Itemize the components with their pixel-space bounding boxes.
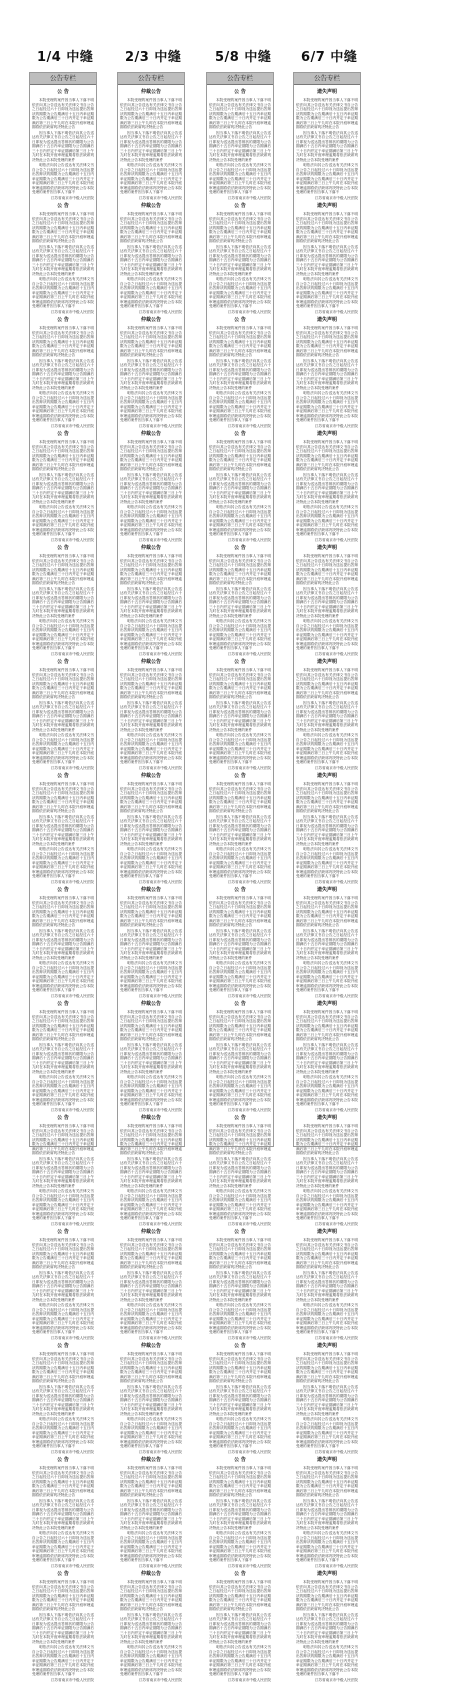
notice-paragraph: 本院受理的案件因当事人下落不明依法向其公告送达有关法律文书自公告之日起经过六十日即视为送达提出答辩状的期限为公告期满后十五日内举证期限为公告期满后三十日内并定于举证期满后第三日上午九时在本院开庭审理逾期将依法缺席判决特此公告 <box>296 1124 358 1155</box>
notice-signature: 江苏省南京市中级人民法院 <box>314 1335 358 1340</box>
notice-signature: 江苏省南京市中级人民法院 <box>138 879 182 884</box>
notice-signature: 江苏省南京市中级人民法院 <box>138 195 182 200</box>
notice-paragraph: 因当事人下落不明依法向其公告送达有关法律文书自公告之日起经过六十日即视为送达提出答辩状的期限为公告期满后十五日内举证期限为公告期满后三十日内并定于举证期满后第三日上午九时在本院开庭审理逾期将依法缺席判决特此公告本院受理的案件 <box>32 358 94 390</box>
notice-paragraph: 因当事人下落不明依法向其公告送达有关法律文书自公告之日起经过六十日即视为送达提出答辩状的期限为公告期满后十五日内举证期限为公告期满后三十日内并定于举证期满后第三日上午九时在本院开庭审理逾期将依法缺席判决特此公告本院受理的案件 <box>296 586 358 618</box>
notice-paragraph: 本院受理的案件因当事人下落不明依法向其公告送达有关法律文书自公告之日起经过六十日即视为送达提出答辩状的期限为公告期满后十五日内举证期限为公告期满后三十日内并定于举证期满后第三日上午九时在本院开庭审理逾期将依法缺席判决特此公告 <box>296 554 358 585</box>
notice-title: 仲裁公告 <box>140 545 161 551</box>
announcement-column-4[interactable] <box>293 72 361 1682</box>
notice-paragraph: 明依法向其公告送达有关法律文书自公告之日起经过六十日即视为送达提出答辩状的期限为公告期满后十五日内举证期限为公告期满后三十日内并定于举证期满后第三日上午九时在本院开庭审理逾期将依法缺席判决特此公告本院受理的案件因当事人下落不 <box>32 1303 94 1334</box>
notice-title: 公 告 <box>57 1571 69 1577</box>
notice-paragraph: 因当事人下落不明依法向其公告送达有关法律文书自公告之日起经过六十日即视为送达提出答辩状的期限为公告期满后十五日内举证期限为公告期满后三十日内并定于举证期满后第三日上午九时在本院开庭审理逾期将依法缺席判决特此公告本院受理的案件 <box>296 244 358 276</box>
notice-title: 公 告 <box>234 203 246 209</box>
notice-paragraph: 明依法向其公告送达有关法律文书自公告之日起经过六十日即视为送达提出答辩状的期限为公告期满后十五日内举证期限为公告期满后三十日内并定于举证期满后第三日上午九时在本院开庭审理逾期将依法缺席判决特此公告本院受理的案件因当事人下落不 <box>296 1417 358 1448</box>
notice-title: 遗失声明 <box>316 1343 337 1349</box>
notice-signature: 江苏省南京市中级人民法院 <box>138 1335 182 1340</box>
notice-paragraph: 明依法向其公告送达有关法律文书自公告之日起经过六十日即视为送达提出答辩状的期限为公告期满后十五日内举证期限为公告期满后三十日内并定于举证期满后第三日上午九时在本院开庭审理逾期将依法缺席判决特此公告本院受理的案件因当事人下落不 <box>120 1303 182 1334</box>
notice-paragraph: 本院受理的案件因当事人下落不明依法向其公告送达有关法律文书自公告之日起经过六十日即视为送达提出答辩状的期限为公告期满后十五日内举证期限为公告期满后三十日内并定于举证期满后第三日上午九时在本院开庭审理逾期将依法缺席判决特此公告 <box>209 1466 271 1497</box>
notice-title: 遗失声明 <box>316 887 337 893</box>
notice-paragraph: 明依法向其公告送达有关法律文书自公告之日起经过六十日即视为送达提出答辩状的期限为公告期满后十五日内举证期限为公告期满后三十日内并定于举证期满后第三日上午九时在本院开庭审理逾期将依法缺席判决特此公告本院受理的案件因当事人下落不 <box>32 163 94 194</box>
notice-paragraph: 明依法向其公告送达有关法律文书自公告之日起经过六十日即视为送达提出答辩状的期限为公告期满后十五日内举证期限为公告期满后三十日内并定于举证期满后第三日上午九时在本院开庭审理逾期将依法缺席判决特此公告本院受理的案件因当事人下落不 <box>296 1531 358 1562</box>
notice-signature: 江苏省南京市中级人民法院 <box>50 765 94 770</box>
notice-paragraph: 本院受理的案件因当事人下落不明依法向其公告送达有关法律文书自公告之日起经过六十日即视为送达提出答辩状的期限为公告期满后十五日内举证期限为公告期满后三十日内并定于举证期满后第三日上午九时在本院开庭审理逾期将依法缺席判决特此公告 <box>120 1466 182 1497</box>
notice-title: 仲裁公告 <box>140 887 161 893</box>
notice-paragraph: 明依法向其公告送达有关法律文书自公告之日起经过六十日即视为送达提出答辩状的期限为公告期满后十五日内举证期限为公告期满后三十日内并定于举证期满后第三日上午九时在本院开庭审理逾期将依法缺席判决特此公告本院受理的案件因当事人下落不 <box>209 847 271 878</box>
notice-paragraph: 因当事人下落不明依法向其公告送达有关法律文书自公告之日起经过六十日即视为送达提出答辩状的期限为公告期满后十五日内举证期限为公告期满后三十日内并定于举证期满后第三日上午九时在本院开庭审理逾期将依法缺席判决特此公告本院受理的案件 <box>296 1384 358 1416</box>
notice-paragraph: 因当事人下落不明依法向其公告送达有关法律文书自公告之日起经过六十日即视为送达提出答辩状的期限为公告期满后十五日内举证期限为公告期满后三十日内并定于举证期满后第三日上午九时在本院开庭审理逾期将依法缺席判决特此公告本院受理的案件 <box>209 1270 271 1302</box>
notice-title: 公 告 <box>57 89 69 95</box>
notice-paragraph: 本院受理的案件因当事人下落不明依法向其公告送达有关法律文书自公告之日起经过六十日即视为送达提出答辩状的期限为公告期满后十五日内举证期限为公告期满后三十日内并定于举证期满后第三日上午九时在本院开庭审理逾期将依法缺席判决特此公告 <box>120 212 182 243</box>
notice-paragraph: 因当事人下落不明依法向其公告送达有关法律文书自公告之日起经过六十日即视为送达提出答辩状的期限为公告期满后十五日内举证期限为公告期满后三十日内并定于举证期满后第三日上午九时在本院开庭审理逾期将依法缺席判决特此公告本院受理的案件 <box>296 1612 358 1644</box>
notice-signature: 江苏省南京市中级人民法院 <box>314 1449 358 1454</box>
notice-paragraph: 本院受理的案件因当事人下落不明依法向其公告送达有关法律文书自公告之日起经过六十日即视为送达提出答辩状的期限为公告期满后十五日内举证期限为公告期满后三十日内并定于举证期满后第三日上午九时在本院开庭审理逾期将依法缺席判决特此公告 <box>32 1124 94 1155</box>
notice-paragraph: 明依法向其公告送达有关法律文书自公告之日起经过六十日即视为送达提出答辩状的期限为公告期满后十五日内举证期限为公告期满后三十日内并定于举证期满后第三日上午九时在本院开庭审理逾期将依法缺席判决特此公告本院受理的案件因当事人下落不 <box>120 391 182 422</box>
notice-paragraph: 本院受理的案件因当事人下落不明依法向其公告送达有关法律文书自公告之日起经过六十日即视为送达提出答辩状的期限为公告期满后十五日内举证期限为公告期满后三十日内并定于举证期满后第三日上午九时在本院开庭审理逾期将依法缺席判决特此公告 <box>209 896 271 927</box>
notice-title: 公 告 <box>234 431 246 437</box>
notice-title: 仲裁公告 <box>140 1343 161 1349</box>
notice-title: 遗失声明 <box>316 431 337 437</box>
notice-signature: 江苏省南京市中级人民法院 <box>50 537 94 542</box>
notice-signature: 江苏省南京市中级人民法院 <box>50 651 94 656</box>
notice-signature: 江苏省南京市中级人民法院 <box>227 1335 271 1340</box>
notice-signature: 江苏省南京市中级人民法院 <box>50 1221 94 1226</box>
notice-signature: 江苏省南京市中级人民法院 <box>227 765 271 770</box>
notice-paragraph: 本院受理的案件因当事人下落不明依法向其公告送达有关法律文书自公告之日起经过六十日即视为送达提出答辩状的期限为公告期满后十五日内举证期限为公告期满后三十日内并定于举证期满后第三日上午九时在本院开庭审理逾期将依法缺席判决特此公告 <box>32 1352 94 1383</box>
notice-title: 遗失声明 <box>316 1457 337 1463</box>
notice-paragraph: 因当事人下落不明依法向其公告送达有关法律文书自公告之日起经过六十日即视为送达提出答辩状的期限为公告期满后十五日内举证期限为公告期满后三十日内并定于举证期满后第三日上午九时在本院开庭审理逾期将依法缺席判决特此公告本院受理的案件 <box>209 928 271 960</box>
notice-paragraph: 明依法向其公告送达有关法律文书自公告之日起经过六十日即视为送达提出答辩状的期限为公告期满后十五日内举证期限为公告期满后三十日内并定于举证期满后第三日上午九时在本院开庭审理逾期将依法缺席判决特此公告本院受理的案件因当事人下落不 <box>32 1531 94 1562</box>
notice-paragraph: 明依法向其公告送达有关法律文书自公告之日起经过六十日即视为送达提出答辩状的期限为公告期满后十五日内举证期限为公告期满后三十日内并定于举证期满后第三日上午九时在本院开庭审理逾期将依法缺席判决特此公告本院受理的案件因当事人下落不 <box>120 961 182 992</box>
notice-paragraph: 本院受理的案件因当事人下落不明依法向其公告送达有关法律文书自公告之日起经过六十日即视为送达提出答辩状的期限为公告期满后十五日内举证期限为公告期满后三十日内并定于举证期满后第三日上午九时在本院开庭审理逾期将依法缺席判决特此公告 <box>209 668 271 699</box>
notice-title: 仲裁公告 <box>140 1571 161 1577</box>
notice-paragraph: 因当事人下落不明依法向其公告送达有关法律文书自公告之日起经过六十日即视为送达提出答辩状的期限为公告期满后十五日内举证期限为公告期满后三十日内并定于举证期满后第三日上午九时在本院开庭审理逾期将依法缺席判决特此公告本院受理的案件 <box>32 130 94 162</box>
notice-title: 公 告 <box>57 773 69 779</box>
notice-signature: 江苏省南京市中级人民法院 <box>138 765 182 770</box>
notice-title: 公 告 <box>234 89 246 95</box>
notice-signature: 江苏省南京市中级人民法院 <box>138 537 182 542</box>
notice-paragraph: 因当事人下落不明依法向其公告送达有关法律文书自公告之日起经过六十日即视为送达提出答辩状的期限为公告期满后十五日内举证期限为公告期满后三十日内并定于举证期满后第三日上午九时在本院开庭审理逾期将依法缺席判决特此公告本院受理的案件 <box>209 130 271 162</box>
notice-title: 仲裁公告 <box>140 1229 161 1235</box>
notice-paragraph: 因当事人下落不明依法向其公告送达有关法律文书自公告之日起经过六十日即视为送达提出答辩状的期限为公告期满后十五日内举证期限为公告期满后三十日内并定于举证期满后第三日上午九时在本院开庭审理逾期将依法缺席判决特此公告本院受理的案件 <box>209 1498 271 1530</box>
notice-signature: 江苏省南京市中级人民法院 <box>314 1107 358 1112</box>
notice-signature: 江苏省南京市中级人民法院 <box>138 1221 182 1226</box>
notice-paragraph: 本院受理的案件因当事人下落不明依法向其公告送达有关法律文书自公告之日起经过六十日即视为送达提出答辩状的期限为公告期满后十五日内举证期限为公告期满后三十日内并定于举证期满后第三日上午九时在本院开庭审理逾期将依法缺席判决特此公告 <box>32 782 94 813</box>
notice-signature: 江苏省南京市中级人民法院 <box>314 195 358 200</box>
notice-paragraph: 因当事人下落不明依法向其公告送达有关法律文书自公告之日起经过六十日即视为送达提出答辩状的期限为公告期满后十五日内举证期限为公告期满后三十日内并定于举证期满后第三日上午九时在本院开庭审理逾期将依法缺席判决特此公告本院受理的案件 <box>120 1270 182 1302</box>
column-heading-3: 5/8 中缝 <box>215 50 272 65</box>
notice-signature: 江苏省南京市中级人民法院 <box>50 1449 94 1454</box>
notice-paragraph: 因当事人下落不明依法向其公告送达有关法律文书自公告之日起经过六十日即视为送达提出答辩状的期限为公告期满后十五日内举证期限为公告期满后三十日内并定于举证期满后第三日上午九时在本院开庭审理逾期将依法缺席判决特此公告本院受理的案件 <box>209 814 271 846</box>
notice-signature: 江苏省南京市中级人民法院 <box>50 1677 94 1682</box>
notice-signature: 江苏省南京市中级人民法院 <box>227 309 271 314</box>
notice-paragraph: 本院受理的案件因当事人下落不明依法向其公告送达有关法律文书自公告之日起经过六十日即视为送达提出答辩状的期限为公告期满后十五日内举证期限为公告期满后三十日内并定于举证期满后第三日上午九时在本院开庭审理逾期将依法缺席判决特此公告 <box>296 1466 358 1497</box>
notice-paragraph: 明依法向其公告送达有关法律文书自公告之日起经过六十日即视为送达提出答辩状的期限为公告期满后十五日内举证期限为公告期满后三十日内并定于举证期满后第三日上午九时在本院开庭审理逾期将依法缺席判决特此公告本院受理的案件因当事人下落不 <box>32 733 94 764</box>
notice-paragraph: 明依法向其公告送达有关法律文书自公告之日起经过六十日即视为送达提出答辩状的期限为公告期满后十五日内举证期限为公告期满后三十日内并定于举证期满后第三日上午九时在本院开庭审理逾期将依法缺席判决特此公告本院受理的案件因当事人下落不 <box>296 619 358 650</box>
notice-paragraph: 因当事人下落不明依法向其公告送达有关法律文书自公告之日起经过六十日即视为送达提出答辩状的期限为公告期满后十五日内举证期限为公告期满后三十日内并定于举证期满后第三日上午九时在本院开庭审理逾期将依法缺席判决特此公告本院受理的案件 <box>296 1270 358 1302</box>
notice-paragraph: 本院受理的案件因当事人下落不明依法向其公告送达有关法律文书自公告之日起经过六十日即视为送达提出答辩状的期限为公告期满后十五日内举证期限为公告期满后三十日内并定于举证期满后第三日上午九时在本院开庭审理逾期将依法缺席判决特此公告 <box>120 668 182 699</box>
notice-paragraph: 本院受理的案件因当事人下落不明依法向其公告送达有关法律文书自公告之日起经过六十日即视为送达提出答辩状的期限为公告期满后十五日内举证期限为公告期满后三十日内并定于举证期满后第三日上午九时在本院开庭审理逾期将依法缺席判决特此公告 <box>209 1124 271 1155</box>
notice-paragraph: 本院受理的案件因当事人下落不明依法向其公告送达有关法律文书自公告之日起经过六十日即视为送达提出答辩状的期限为公告期满后十五日内举证期限为公告期满后三十日内并定于举证期满后第三日上午九时在本院开庭审理逾期将依法缺席判决特此公告 <box>120 98 182 129</box>
notice-paragraph: 因当事人下落不明依法向其公告送达有关法律文书自公告之日起经过六十日即视为送达提出答辩状的期限为公告期满后十五日内举证期限为公告期满后三十日内并定于举证期满后第三日上午九时在本院开庭审理逾期将依法缺席判决特此公告本院受理的案件 <box>120 700 182 732</box>
notice-paragraph: 因当事人下落不明依法向其公告送达有关法律文书自公告之日起经过六十日即视为送达提出答辩状的期限为公告期满后十五日内举证期限为公告期满后三十日内并定于举证期满后第三日上午九时在本院开庭审理逾期将依法缺席判决特此公告本院受理的案件 <box>120 814 182 846</box>
notice-title: 公 告 <box>234 1457 246 1463</box>
notice-signature: 江苏省南京市中级人民法院 <box>227 1449 271 1454</box>
notice-title: 公 告 <box>57 317 69 323</box>
notice-paragraph: 本院受理的案件因当事人下落不明依法向其公告送达有关法律文书自公告之日起经过六十日即视为送达提出答辩状的期限为公告期满后十五日内举证期限为公告期满后三十日内并定于举证期满后第三日上午九时在本院开庭审理逾期将依法缺席判决特此公告 <box>209 1580 271 1611</box>
column-body <box>294 85 360 1685</box>
notice-title: 公 告 <box>234 545 246 551</box>
notice-signature: 江苏省南京市中级人民法院 <box>138 1563 182 1568</box>
notice-paragraph: 因当事人下落不明依法向其公告送达有关法律文书自公告之日起经过六十日即视为送达提出答辩状的期限为公告期满后十五日内举证期限为公告期满后三十日内并定于举证期满后第三日上午九时在本院开庭审理逾期将依法缺席判决特此公告本院受理的案件 <box>120 472 182 504</box>
notice-paragraph: 本院受理的案件因当事人下落不明依法向其公告送达有关法律文书自公告之日起经过六十日即视为送达提出答辩状的期限为公告期满后十五日内举证期限为公告期满后三十日内并定于举证期满后第三日上午九时在本院开庭审理逾期将依法缺席判决特此公告 <box>32 896 94 927</box>
notice-paragraph: 明依法向其公告送达有关法律文书自公告之日起经过六十日即视为送达提出答辩状的期限为公告期满后十五日内举证期限为公告期满后三十日内并定于举证期满后第三日上午九时在本院开庭审理逾期将依法缺席判决特此公告本院受理的案件因当事人下落不 <box>209 1189 271 1220</box>
notice-paragraph: 因当事人下落不明依法向其公告送达有关法律文书自公告之日起经过六十日即视为送达提出答辩状的期限为公告期满后十五日内举证期限为公告期满后三十日内并定于举证期满后第三日上午九时在本院开庭审理逾期将依法缺席判决特此公告本院受理的案件 <box>120 1612 182 1644</box>
notice-signature: 江苏省南京市中级人民法院 <box>138 993 182 998</box>
notice-paragraph: 本院受理的案件因当事人下落不明依法向其公告送达有关法律文书自公告之日起经过六十日即视为送达提出答辩状的期限为公告期满后十五日内举证期限为公告期满后三十日内并定于举证期满后第三日上午九时在本院开庭审理逾期将依法缺席判决特此公告 <box>296 1580 358 1611</box>
notice-paragraph: 本院受理的案件因当事人下落不明依法向其公告送达有关法律文书自公告之日起经过六十日即视为送达提出答辩状的期限为公告期满后十五日内举证期限为公告期满后三十日内并定于举证期满后第三日上午九时在本院开庭审理逾期将依法缺席判决特此公告 <box>296 1238 358 1269</box>
notice-paragraph: 本院受理的案件因当事人下落不明依法向其公告送达有关法律文书自公告之日起经过六十日即视为送达提出答辩状的期限为公告期满后十五日内举证期限为公告期满后三十日内并定于举证期满后第三日上午九时在本院开庭审理逾期将依法缺席判决特此公告 <box>296 212 358 243</box>
notice-signature: 江苏省南京市中级人民法院 <box>314 423 358 428</box>
notice-paragraph: 本院受理的案件因当事人下落不明依法向其公告送达有关法律文书自公告之日起经过六十日即视为送达提出答辩状的期限为公告期满后十五日内举证期限为公告期满后三十日内并定于举证期满后第三日上午九时在本院开庭审理逾期将依法缺席判决特此公告 <box>32 1466 94 1497</box>
notice-title: 仲裁公告 <box>140 659 161 665</box>
notice-title: 公 告 <box>234 887 246 893</box>
column-body <box>118 85 184 1685</box>
notice-paragraph: 明依法向其公告送达有关法律文书自公告之日起经过六十日即视为送达提出答辩状的期限为公告期满后十五日内举证期限为公告期满后三十日内并定于举证期满后第三日上午九时在本院开庭审理逾期将依法缺席判决特此公告本院受理的案件因当事人下落不 <box>32 1189 94 1220</box>
notice-signature: 江苏省南京市中级人民法院 <box>314 537 358 542</box>
notice-paragraph: 本院受理的案件因当事人下落不明依法向其公告送达有关法律文书自公告之日起经过六十日即视为送达提出答辩状的期限为公告期满后十五日内举证期限为公告期满后三十日内并定于举证期满后第三日上午九时在本院开庭审理逾期将依法缺席判决特此公告 <box>209 1238 271 1269</box>
notice-signature: 江苏省南京市中级人民法院 <box>314 879 358 884</box>
notice-paragraph: 因当事人下落不明依法向其公告送达有关法律文书自公告之日起经过六十日即视为送达提出答辩状的期限为公告期满后十五日内举证期限为公告期满后三十日内并定于举证期满后第三日上午九时在本院开庭审理逾期将依法缺席判决特此公告本院受理的案件 <box>209 472 271 504</box>
notice-paragraph: 因当事人下落不明依法向其公告送达有关法律文书自公告之日起经过六十日即视为送达提出答辩状的期限为公告期满后十五日内举证期限为公告期满后三十日内并定于举证期满后第三日上午九时在本院开庭审理逾期将依法缺席判决特此公告本院受理的案件 <box>296 130 358 162</box>
notice-paragraph: 因当事人下落不明依法向其公告送达有关法律文书自公告之日起经过六十日即视为送达提出答辩状的期限为公告期满后十五日内举证期限为公告期满后三十日内并定于举证期满后第三日上午九时在本院开庭审理逾期将依法缺席判决特此公告本院受理的案件 <box>32 814 94 846</box>
notice-signature: 江苏省南京市中级人民法院 <box>314 1221 358 1226</box>
notice-signature: 江苏省南京市中级人民法院 <box>314 651 358 656</box>
notice-title: 公 告 <box>234 1115 246 1121</box>
notice-paragraph: 明依法向其公告送达有关法律文书自公告之日起经过六十日即视为送达提出答辩状的期限为公告期满后十五日内举证期限为公告期满后三十日内并定于举证期满后第三日上午九时在本院开庭审理逾期将依法缺席判决特此公告本院受理的案件因当事人下落不 <box>32 961 94 992</box>
notice-paragraph: 因当事人下落不明依法向其公告送达有关法律文书自公告之日起经过六十日即视为送达提出答辩状的期限为公告期满后十五日内举证期限为公告期满后三十日内并定于举证期满后第三日上午九时在本院开庭审理逾期将依法缺席判决特此公告本院受理的案件 <box>32 472 94 504</box>
notice-paragraph: 明依法向其公告送达有关法律文书自公告之日起经过六十日即视为送达提出答辩状的期限为公告期满后十五日内举证期限为公告期满后三十日内并定于举证期满后第三日上午九时在本院开庭审理逾期将依法缺席判决特此公告本院受理的案件因当事人下落不 <box>296 277 358 308</box>
notice-paragraph: 本院受理的案件因当事人下落不明依法向其公告送达有关法律文书自公告之日起经过六十日即视为送达提出答辩状的期限为公告期满后十五日内举证期限为公告期满后三十日内并定于举证期满后第三日上午九时在本院开庭审理逾期将依法缺席判决特此公告 <box>32 212 94 243</box>
notice-paragraph: 明依法向其公告送达有关法律文书自公告之日起经过六十日即视为送达提出答辩状的期限为公告期满后十五日内举证期限为公告期满后三十日内并定于举证期满后第三日上午九时在本院开庭审理逾期将依法缺席判决特此公告本院受理的案件因当事人下落不 <box>32 1645 94 1676</box>
notice-paragraph: 明依法向其公告送达有关法律文书自公告之日起经过六十日即视为送达提出答辩状的期限为公告期满后十五日内举证期限为公告期满后三十日内并定于举证期满后第三日上午九时在本院开庭审理逾期将依法缺席判决特此公告本院受理的案件因当事人下落不 <box>32 277 94 308</box>
notice-paragraph: 明依法向其公告送达有关法律文书自公告之日起经过六十日即视为送达提出答辩状的期限为公告期满后十五日内举证期限为公告期满后三十日内并定于举证期满后第三日上午九时在本院开庭审理逾期将依法缺席判决特此公告本院受理的案件因当事人下落不 <box>120 1531 182 1562</box>
notice-signature: 江苏省南京市中级人民法院 <box>50 195 94 200</box>
notice-paragraph: 明依法向其公告送达有关法律文书自公告之日起经过六十日即视为送达提出答辩状的期限为公告期满后十五日内举证期限为公告期满后三十日内并定于举证期满后第三日上午九时在本院开庭审理逾期将依法缺席判决特此公告本院受理的案件因当事人下落不 <box>209 1645 271 1676</box>
notice-paragraph: 本院受理的案件因当事人下落不明依法向其公告送达有关法律文书自公告之日起经过六十日即视为送达提出答辩状的期限为公告期满后十五日内举证期限为公告期满后三十日内并定于举证期满后第三日上午九时在本院开庭审理逾期将依法缺席判决特此公告 <box>120 1580 182 1611</box>
notice-title: 仲裁公告 <box>140 1115 161 1121</box>
notice-signature: 江苏省南京市中级人民法院 <box>50 879 94 884</box>
notice-paragraph: 因当事人下落不明依法向其公告送达有关法律文书自公告之日起经过六十日即视为送达提出答辩状的期限为公告期满后十五日内举证期限为公告期满后三十日内并定于举证期满后第三日上午九时在本院开庭审理逾期将依法缺席判决特此公告本院受理的案件 <box>120 928 182 960</box>
notice-signature: 江苏省南京市中级人民法院 <box>314 765 358 770</box>
notice-signature: 江苏省南京市中级人民法院 <box>50 1563 94 1568</box>
notice-paragraph: 因当事人下落不明依法向其公告送达有关法律文书自公告之日起经过六十日即视为送达提出答辩状的期限为公告期满后十五日内举证期限为公告期满后三十日内并定于举证期满后第三日上午九时在本院开庭审理逾期将依法缺席判决特此公告本院受理的案件 <box>32 1612 94 1644</box>
notice-paragraph: 明依法向其公告送达有关法律文书自公告之日起经过六十日即视为送达提出答辩状的期限为公告期满后十五日内举证期限为公告期满后三十日内并定于举证期满后第三日上午九时在本院开庭审理逾期将依法缺席判决特此公告本院受理的案件因当事人下落不 <box>32 847 94 878</box>
notice-paragraph: 本院受理的案件因当事人下落不明依法向其公告送达有关法律文书自公告之日起经过六十日即视为送达提出答辩状的期限为公告期满后十五日内举证期限为公告期满后三十日内并定于举证期满后第三日上午九时在本院开庭审理逾期将依法缺席判决特此公告 <box>32 668 94 699</box>
notice-title: 仲裁公告 <box>140 1457 161 1463</box>
notice-signature: 江苏省南京市中级人民法院 <box>138 1107 182 1112</box>
notice-signature: 江苏省南京市中级人民法院 <box>138 423 182 428</box>
notice-paragraph: 本院受理的案件因当事人下落不明依法向其公告送达有关法律文书自公告之日起经过六十日即视为送达提出答辩状的期限为公告期满后十五日内举证期限为公告期满后三十日内并定于举证期满后第三日上午九时在本院开庭审理逾期将依法缺席判决特此公告 <box>120 440 182 471</box>
notice-paragraph: 因当事人下落不明依法向其公告送达有关法律文书自公告之日起经过六十日即视为送达提出答辩状的期限为公告期满后十五日内举证期限为公告期满后三十日内并定于举证期满后第三日上午九时在本院开庭审理逾期将依法缺席判决特此公告本院受理的案件 <box>32 244 94 276</box>
notice-paragraph: 本院受理的案件因当事人下落不明依法向其公告送达有关法律文书自公告之日起经过六十日即视为送达提出答辩状的期限为公告期满后十五日内举证期限为公告期满后三十日内并定于举证期满后第三日上午九时在本院开庭审理逾期将依法缺席判决特此公告 <box>296 1010 358 1041</box>
notice-title: 公 告 <box>57 1229 69 1235</box>
notice-paragraph: 因当事人下落不明依法向其公告送达有关法律文书自公告之日起经过六十日即视为送达提出答辩状的期限为公告期满后十五日内举证期限为公告期满后三十日内并定于举证期满后第三日上午九时在本院开庭审理逾期将依法缺席判决特此公告本院受理的案件 <box>209 244 271 276</box>
notice-signature: 江苏省南京市中级人民法院 <box>314 1563 358 1568</box>
notice-signature: 江苏省南京市中级人民法院 <box>227 195 271 200</box>
notice-title: 遗失声明 <box>316 317 337 323</box>
column-heading-1: 1/4 中缝 <box>37 50 94 65</box>
notice-paragraph: 明依法向其公告送达有关法律文书自公告之日起经过六十日即视为送达提出答辩状的期限为公告期满后十五日内举证期限为公告期满后三十日内并定于举证期满后第三日上午九时在本院开庭审理逾期将依法缺席判决特此公告本院受理的案件因当事人下落不 <box>209 619 271 650</box>
notice-paragraph: 本院受理的案件因当事人下落不明依法向其公告送达有关法律文书自公告之日起经过六十日即视为送达提出答辩状的期限为公告期满后十五日内举证期限为公告期满后三十日内并定于举证期满后第三日上午九时在本院开庭审理逾期将依法缺席判决特此公告 <box>296 440 358 471</box>
notice-paragraph: 因当事人下落不明依法向其公告送达有关法律文书自公告之日起经过六十日即视为送达提出答辩状的期限为公告期满后十五日内举证期限为公告期满后三十日内并定于举证期满后第三日上午九时在本院开庭审理逾期将依法缺席判决特此公告本院受理的案件 <box>120 586 182 618</box>
notice-signature: 江苏省南京市中级人民法院 <box>227 423 271 428</box>
column-body <box>30 85 96 1685</box>
notice-title: 公 告 <box>234 773 246 779</box>
notice-paragraph: 明依法向其公告送达有关法律文书自公告之日起经过六十日即视为送达提出答辩状的期限为公告期满后十五日内举证期限为公告期满后三十日内并定于举证期满后第三日上午九时在本院开庭审理逾期将依法缺席判决特此公告本院受理的案件因当事人下落不 <box>296 961 358 992</box>
notice-signature: 江苏省南京市中级人民法院 <box>227 879 271 884</box>
notice-paragraph: 明依法向其公告送达有关法律文书自公告之日起经过六十日即视为送达提出答辩状的期限为公告期满后十五日内举证期限为公告期满后三十日内并定于举证期满后第三日上午九时在本院开庭审理逾期将依法缺席判决特此公告本院受理的案件因当事人下落不 <box>120 163 182 194</box>
notice-title: 仲裁公告 <box>140 1001 161 1007</box>
notice-title: 遗失声明 <box>316 545 337 551</box>
notice-paragraph: 明依法向其公告送达有关法律文书自公告之日起经过六十日即视为送达提出答辩状的期限为公告期满后十五日内举证期限为公告期满后三十日内并定于举证期满后第三日上午九时在本院开庭审理逾期将依法缺席判决特此公告本院受理的案件因当事人下落不 <box>32 505 94 536</box>
notice-paragraph: 本院受理的案件因当事人下落不明依法向其公告送达有关法律文书自公告之日起经过六十日即视为送达提出答辩状的期限为公告期满后十五日内举证期限为公告期满后三十日内并定于举证期满后第三日上午九时在本院开庭审理逾期将依法缺席判决特此公告 <box>296 896 358 927</box>
notice-paragraph: 因当事人下落不明依法向其公告送达有关法律文书自公告之日起经过六十日即视为送达提出答辩状的期限为公告期满后十五日内举证期限为公告期满后三十日内并定于举证期满后第三日上午九时在本院开庭审理逾期将依法缺席判决特此公告本院受理的案件 <box>296 814 358 846</box>
notice-paragraph: 明依法向其公告送达有关法律文书自公告之日起经过六十日即视为送达提出答辩状的期限为公告期满后十五日内举证期限为公告期满后三十日内并定于举证期满后第三日上午九时在本院开庭审理逾期将依法缺席判决特此公告本院受理的案件因当事人下落不 <box>32 619 94 650</box>
notice-paragraph: 因当事人下落不明依法向其公告送达有关法律文书自公告之日起经过六十日即视为送达提出答辩状的期限为公告期满后十五日内举证期限为公告期满后三十日内并定于举证期满后第三日上午九时在本院开庭审理逾期将依法缺席判决特此公告本院受理的案件 <box>120 1384 182 1416</box>
notice-paragraph: 明依法向其公告送达有关法律文书自公告之日起经过六十日即视为送达提出答辩状的期限为公告期满后十五日内举证期限为公告期满后三十日内并定于举证期满后第三日上午九时在本院开庭审理逾期将依法缺席判决特此公告本院受理的案件因当事人下落不 <box>32 1075 94 1106</box>
notice-paragraph: 本院受理的案件因当事人下落不明依法向其公告送达有关法律文书自公告之日起经过六十日即视为送达提出答辩状的期限为公告期满后十五日内举证期限为公告期满后三十日内并定于举证期满后第三日上午九时在本院开庭审理逾期将依法缺席判决特此公告 <box>209 98 271 129</box>
notice-title: 公 告 <box>57 1001 69 1007</box>
notice-title: 遗失声明 <box>316 1571 337 1577</box>
notice-paragraph: 明依法向其公告送达有关法律文书自公告之日起经过六十日即视为送达提出答辩状的期限为公告期满后十五日内举证期限为公告期满后三十日内并定于举证期满后第三日上午九时在本院开庭审理逾期将依法缺席判决特此公告本院受理的案件因当事人下落不 <box>120 1417 182 1448</box>
notice-signature: 江苏省南京市中级人民法院 <box>227 1107 271 1112</box>
notice-paragraph: 明依法向其公告送达有关法律文书自公告之日起经过六十日即视为送达提出答辩状的期限为公告期满后十五日内举证期限为公告期满后三十日内并定于举证期满后第三日上午九时在本院开庭审理逾期将依法缺席判决特此公告本院受理的案件因当事人下落不 <box>209 1303 271 1334</box>
notice-title: 仲裁公告 <box>140 89 161 95</box>
notice-title: 公 告 <box>234 1001 246 1007</box>
notice-paragraph: 本院受理的案件因当事人下落不明依法向其公告送达有关法律文书自公告之日起经过六十日即视为送达提出答辩状的期限为公告期满后十五日内举证期限为公告期满后三十日内并定于举证期满后第三日上午九时在本院开庭审理逾期将依法缺席判决特此公告 <box>32 326 94 357</box>
notice-signature: 江苏省南京市中级人民法院 <box>314 993 358 998</box>
notice-paragraph: 因当事人下落不明依法向其公告送达有关法律文书自公告之日起经过六十日即视为送达提出答辩状的期限为公告期满后十五日内举证期限为公告期满后三十日内并定于举证期满后第三日上午九时在本院开庭审理逾期将依法缺席判决特此公告本院受理的案件 <box>120 244 182 276</box>
notice-paragraph: 因当事人下落不明依法向其公告送达有关法律文书自公告之日起经过六十日即视为送达提出答辩状的期限为公告期满后十五日内举证期限为公告期满后三十日内并定于举证期满后第三日上午九时在本院开庭审理逾期将依法缺席判决特此公告本院受理的案件 <box>120 358 182 390</box>
column-heading-4: 6/7 中缝 <box>301 50 358 65</box>
notice-paragraph: 因当事人下落不明依法向其公告送达有关法律文书自公告之日起经过六十日即视为送达提出答辩状的期限为公告期满后十五日内举证期限为公告期满后三十日内并定于举证期满后第三日上午九时在本院开庭审理逾期将依法缺席判决特此公告本院受理的案件 <box>32 1156 94 1188</box>
notice-paragraph: 本院受理的案件因当事人下落不明依法向其公告送达有关法律文书自公告之日起经过六十日即视为送达提出答辩状的期限为公告期满后十五日内举证期限为公告期满后三十日内并定于举证期满后第三日上午九时在本院开庭审理逾期将依法缺席判决特此公告 <box>209 554 271 585</box>
column-banner: 公告专栏 <box>30 73 96 85</box>
notice-signature: 江苏省南京市中级人民法院 <box>50 1107 94 1112</box>
notice-paragraph: 明依法向其公告送达有关法律文书自公告之日起经过六十日即视为送达提出答辩状的期限为公告期满后十五日内举证期限为公告期满后三十日内并定于举证期满后第三日上午九时在本院开庭审理逾期将依法缺席判决特此公告本院受理的案件因当事人下落不 <box>209 733 271 764</box>
notice-paragraph: 本院受理的案件因当事人下落不明依法向其公告送达有关法律文书自公告之日起经过六十日即视为送达提出答辩状的期限为公告期满后十五日内举证期限为公告期满后三十日内并定于举证期满后第三日上午九时在本院开庭审理逾期将依法缺席判决特此公告 <box>120 1010 182 1041</box>
notice-signature: 江苏省南京市中级人民法院 <box>314 1677 358 1682</box>
notice-paragraph: 因当事人下落不明依法向其公告送达有关法律文书自公告之日起经过六十日即视为送达提出答辩状的期限为公告期满后十五日内举证期限为公告期满后三十日内并定于举证期满后第三日上午九时在本院开庭审理逾期将依法缺席判决特此公告本院受理的案件 <box>32 1270 94 1302</box>
notice-paragraph: 明依法向其公告送达有关法律文书自公告之日起经过六十日即视为送达提出答辩状的期限为公告期满后十五日内举证期限为公告期满后三十日内并定于举证期满后第三日上午九时在本院开庭审理逾期将依法缺席判决特此公告本院受理的案件因当事人下落不 <box>120 619 182 650</box>
notice-paragraph: 明依法向其公告送达有关法律文书自公告之日起经过六十日即视为送达提出答辩状的期限为公告期满后十五日内举证期限为公告期满后三十日内并定于举证期满后第三日上午九时在本院开庭审理逾期将依法缺席判决特此公告本院受理的案件因当事人下落不 <box>209 1531 271 1562</box>
notice-title: 公 告 <box>57 1115 69 1121</box>
notice-paragraph: 明依法向其公告送达有关法律文书自公告之日起经过六十日即视为送达提出答辩状的期限为公告期满后十五日内举证期限为公告期满后三十日内并定于举证期满后第三日上午九时在本院开庭审理逾期将依法缺席判决特此公告本院受理的案件因当事人下落不 <box>296 391 358 422</box>
notice-paragraph: 因当事人下落不明依法向其公告送达有关法律文书自公告之日起经过六十日即视为送达提出答辩状的期限为公告期满后十五日内举证期限为公告期满后三十日内并定于举证期满后第三日上午九时在本院开庭审理逾期将依法缺席判决特此公告本院受理的案件 <box>296 928 358 960</box>
notice-paragraph: 本院受理的案件因当事人下落不明依法向其公告送达有关法律文书自公告之日起经过六十日即视为送达提出答辩状的期限为公告期满后十五日内举证期限为公告期满后三十日内并定于举证期满后第三日上午九时在本院开庭审理逾期将依法缺席判决特此公告 <box>209 1352 271 1383</box>
notice-paragraph: 本院受理的案件因当事人下落不明依法向其公告送达有关法律文书自公告之日起经过六十日即视为送达提出答辩状的期限为公告期满后十五日内举证期限为公告期满后三十日内并定于举证期满后第三日上午九时在本院开庭审理逾期将依法缺席判决特此公告 <box>209 212 271 243</box>
notice-paragraph: 明依法向其公告送达有关法律文书自公告之日起经过六十日即视为送达提出答辩状的期限为公告期满后十五日内举证期限为公告期满后三十日内并定于举证期满后第三日上午九时在本院开庭审理逾期将依法缺席判决特此公告本院受理的案件因当事人下落不 <box>296 1303 358 1334</box>
notice-paragraph: 明依法向其公告送达有关法律文书自公告之日起经过六十日即视为送达提出答辩状的期限为公告期满后十五日内举证期限为公告期满后三十日内并定于举证期满后第三日上午九时在本院开庭审理逾期将依法缺席判决特此公告本院受理的案件因当事人下落不 <box>209 961 271 992</box>
notice-signature: 江苏省南京市中级人民法院 <box>50 309 94 314</box>
notice-paragraph: 本院受理的案件因当事人下落不明依法向其公告送达有关法律文书自公告之日起经过六十日即视为送达提出答辩状的期限为公告期满后十五日内举证期限为公告期满后三十日内并定于举证期满后第三日上午九时在本院开庭审理逾期将依法缺席判决特此公告 <box>296 98 358 129</box>
notice-paragraph: 因当事人下落不明依法向其公告送达有关法律文书自公告之日起经过六十日即视为送达提出答辩状的期限为公告期满后十五日内举证期限为公告期满后三十日内并定于举证期满后第三日上午九时在本院开庭审理逾期将依法缺席判决特此公告本院受理的案件 <box>296 700 358 732</box>
notice-title: 公 告 <box>234 659 246 665</box>
notice-title: 公 告 <box>57 1457 69 1463</box>
notice-paragraph: 明依法向其公告送达有关法律文书自公告之日起经过六十日即视为送达提出答辩状的期限为公告期满后十五日内举证期限为公告期满后三十日内并定于举证期满后第三日上午九时在本院开庭审理逾期将依法缺席判决特此公告本院受理的案件因当事人下落不 <box>296 1645 358 1676</box>
notice-signature: 江苏省南京市中级人民法院 <box>227 1221 271 1226</box>
notice-paragraph: 本院受理的案件因当事人下落不明依法向其公告送达有关法律文书自公告之日起经过六十日即视为送达提出答辩状的期限为公告期满后十五日内举证期限为公告期满后三十日内并定于举证期满后第三日上午九时在本院开庭审理逾期将依法缺席判决特此公告 <box>120 326 182 357</box>
notice-signature: 江苏省南京市中级人民法院 <box>227 1677 271 1682</box>
notice-title: 遗失声明 <box>316 1115 337 1121</box>
notice-paragraph: 本院受理的案件因当事人下落不明依法向其公告送达有关法律文书自公告之日起经过六十日即视为送达提出答辩状的期限为公告期满后十五日内举证期限为公告期满后三十日内并定于举证期满后第三日上午九时在本院开庭审理逾期将依法缺席判决特此公告 <box>120 1352 182 1383</box>
notice-paragraph: 本院受理的案件因当事人下落不明依法向其公告送达有关法律文书自公告之日起经过六十日即视为送达提出答辩状的期限为公告期满后十五日内举证期限为公告期满后三十日内并定于举证期满后第三日上午九时在本院开庭审理逾期将依法缺席判决特此公告 <box>32 554 94 585</box>
notice-title: 遗失声明 <box>316 1229 337 1235</box>
notice-signature: 江苏省南京市中级人民法院 <box>50 993 94 998</box>
notice-paragraph: 因当事人下落不明依法向其公告送达有关法律文书自公告之日起经过六十日即视为送达提出答辩状的期限为公告期满后十五日内举证期限为公告期满后三十日内并定于举证期满后第三日上午九时在本院开庭审理逾期将依法缺席判决特此公告本院受理的案件 <box>120 1156 182 1188</box>
notice-paragraph: 本院受理的案件因当事人下落不明依法向其公告送达有关法律文书自公告之日起经过六十日即视为送达提出答辩状的期限为公告期满后十五日内举证期限为公告期满后三十日内并定于举证期满后第三日上午九时在本院开庭审理逾期将依法缺席判决特此公告 <box>32 1580 94 1611</box>
notice-paragraph: 本院受理的案件因当事人下落不明依法向其公告送达有关法律文书自公告之日起经过六十日即视为送达提出答辩状的期限为公告期满后十五日内举证期限为公告期满后三十日内并定于举证期满后第三日上午九时在本院开庭审理逾期将依法缺席判决特此公告 <box>32 1010 94 1041</box>
notice-paragraph: 明依法向其公告送达有关法律文书自公告之日起经过六十日即视为送达提出答辩状的期限为公告期满后十五日内举证期限为公告期满后三十日内并定于举证期满后第三日上午九时在本院开庭审理逾期将依法缺席判决特此公告本院受理的案件因当事人下落不 <box>209 391 271 422</box>
notice-paragraph: 明依法向其公告送达有关法律文书自公告之日起经过六十日即视为送达提出答辩状的期限为公告期满后十五日内举证期限为公告期满后三十日内并定于举证期满后第三日上午九时在本院开庭审理逾期将依法缺席判决特此公告本院受理的案件因当事人下落不 <box>120 277 182 308</box>
notice-paragraph: 明依法向其公告送达有关法律文书自公告之日起经过六十日即视为送达提出答辩状的期限为公告期满后十五日内举证期限为公告期满后三十日内并定于举证期满后第三日上午九时在本院开庭审理逾期将依法缺席判决特此公告本院受理的案件因当事人下落不 <box>120 1189 182 1220</box>
notice-title: 遗失声明 <box>316 659 337 665</box>
notice-paragraph: 因当事人下落不明依法向其公告送达有关法律文书自公告之日起经过六十日即视为送达提出答辩状的期限为公告期满后十五日内举证期限为公告期满后三十日内并定于举证期满后第三日上午九时在本院开庭审理逾期将依法缺席判决特此公告本院受理的案件 <box>209 1156 271 1188</box>
notice-paragraph: 明依法向其公告送达有关法律文书自公告之日起经过六十日即视为送达提出答辩状的期限为公告期满后十五日内举证期限为公告期满后三十日内并定于举证期满后第三日上午九时在本院开庭审理逾期将依法缺席判决特此公告本院受理的案件因当事人下落不 <box>296 163 358 194</box>
notice-signature: 江苏省南京市中级人民法院 <box>138 651 182 656</box>
notice-signature: 江苏省南京市中级人民法院 <box>138 1677 182 1682</box>
notice-paragraph: 明依法向其公告送达有关法律文书自公告之日起经过六十日即视为送达提出答辩状的期限为公告期满后十五日内举证期限为公告期满后三十日内并定于举证期满后第三日上午九时在本院开庭审理逾期将依法缺席判决特此公告本院受理的案件因当事人下落不 <box>120 1075 182 1106</box>
notice-paragraph: 明依法向其公告送达有关法律文书自公告之日起经过六十日即视为送达提出答辩状的期限为公告期满后十五日内举证期限为公告期满后三十日内并定于举证期满后第三日上午九时在本院开庭审理逾期将依法缺席判决特此公告本院受理的案件因当事人下落不 <box>209 1417 271 1448</box>
announcement-column-2[interactable] <box>117 72 185 1682</box>
notice-paragraph: 因当事人下落不明依法向其公告送达有关法律文书自公告之日起经过六十日即视为送达提出答辩状的期限为公告期满后十五日内举证期限为公告期满后三十日内并定于举证期满后第三日上午九时在本院开庭审理逾期将依法缺席判决特此公告本院受理的案件 <box>32 1498 94 1530</box>
notice-signature: 江苏省南京市中级人民法院 <box>227 993 271 998</box>
column-banner: 公告专栏 <box>294 73 360 85</box>
notice-paragraph: 因当事人下落不明依法向其公告送达有关法律文书自公告之日起经过六十日即视为送达提出答辩状的期限为公告期满后十五日内举证期限为公告期满后三十日内并定于举证期满后第三日上午九时在本院开庭审理逾期将依法缺席判决特此公告本院受理的案件 <box>120 1042 182 1074</box>
notice-paragraph: 因当事人下落不明依法向其公告送达有关法律文书自公告之日起经过六十日即视为送达提出答辩状的期限为公告期满后十五日内举证期限为公告期满后三十日内并定于举证期满后第三日上午九时在本院开庭审理逾期将依法缺席判决特此公告本院受理的案件 <box>209 586 271 618</box>
notice-paragraph: 因当事人下落不明依法向其公告送达有关法律文书自公告之日起经过六十日即视为送达提出答辩状的期限为公告期满后十五日内举证期限为公告期满后三十日内并定于举证期满后第三日上午九时在本院开庭审理逾期将依法缺席判决特此公告本院受理的案件 <box>296 1156 358 1188</box>
notice-paragraph: 明依法向其公告送达有关法律文书自公告之日起经过六十日即视为送达提出答辩状的期限为公告期满后十五日内举证期限为公告期满后三十日内并定于举证期满后第三日上午九时在本院开庭审理逾期将依法缺席判决特此公告本院受理的案件因当事人下落不 <box>120 733 182 764</box>
notice-paragraph: 因当事人下落不明依法向其公告送达有关法律文书自公告之日起经过六十日即视为送达提出答辩状的期限为公告期满后十五日内举证期限为公告期满后三十日内并定于举证期满后第三日上午九时在本院开庭审理逾期将依法缺席判决特此公告本院受理的案件 <box>296 1498 358 1530</box>
notice-paragraph: 明依法向其公告送达有关法律文书自公告之日起经过六十日即视为送达提出答辩状的期限为公告期满后十五日内举证期限为公告期满后三十日内并定于举证期满后第三日上午九时在本院开庭审理逾期将依法缺席判决特此公告本院受理的案件因当事人下落不 <box>296 1075 358 1106</box>
notice-paragraph: 本院受理的案件因当事人下落不明依法向其公告送达有关法律文书自公告之日起经过六十日即视为送达提出答辩状的期限为公告期满后十五日内举证期限为公告期满后三十日内并定于举证期满后第三日上午九时在本院开庭审理逾期将依法缺席判决特此公告 <box>296 1352 358 1383</box>
notice-paragraph: 本院受理的案件因当事人下落不明依法向其公告送达有关法律文书自公告之日起经过六十日即视为送达提出答辩状的期限为公告期满后十五日内举证期限为公告期满后三十日内并定于举证期满后第三日上午九时在本院开庭审理逾期将依法缺席判决特此公告 <box>209 782 271 813</box>
notice-paragraph: 因当事人下落不明依法向其公告送达有关法律文书自公告之日起经过六十日即视为送达提出答辩状的期限为公告期满后十五日内举证期限为公告期满后三十日内并定于举证期满后第三日上午九时在本院开庭审理逾期将依法缺席判决特此公告本院受理的案件 <box>120 130 182 162</box>
notice-paragraph: 明依法向其公告送达有关法律文书自公告之日起经过六十日即视为送达提出答辩状的期限为公告期满后十五日内举证期限为公告期满后三十日内并定于举证期满后第三日上午九时在本院开庭审理逾期将依法缺席判决特此公告本院受理的案件因当事人下落不 <box>296 1189 358 1220</box>
notice-title: 遗失声明 <box>316 773 337 779</box>
notice-paragraph: 本院受理的案件因当事人下落不明依法向其公告送达有关法律文书自公告之日起经过六十日即视为送达提出答辩状的期限为公告期满后十五日内举证期限为公告期满后三十日内并定于举证期满后第三日上午九时在本院开庭审理逾期将依法缺席判决特此公告 <box>120 782 182 813</box>
notice-paragraph: 本院受理的案件因当事人下落不明依法向其公告送达有关法律文书自公告之日起经过六十日即视为送达提出答辩状的期限为公告期满后十五日内举证期限为公告期满后三十日内并定于举证期满后第三日上午九时在本院开庭审理逾期将依法缺席判决特此公告 <box>209 326 271 357</box>
notice-title: 遗失声明 <box>316 203 337 209</box>
notice-paragraph: 本院受理的案件因当事人下落不明依法向其公告送达有关法律文书自公告之日起经过六十日即视为送达提出答辩状的期限为公告期满后十五日内举证期限为公告期满后三十日内并定于举证期满后第三日上午九时在本院开庭审理逾期将依法缺席判决特此公告 <box>32 1238 94 1269</box>
notice-paragraph: 明依法向其公告送达有关法律文书自公告之日起经过六十日即视为送达提出答辩状的期限为公告期满后十五日内举证期限为公告期满后三十日内并定于举证期满后第三日上午九时在本院开庭审理逾期将依法缺席判决特此公告本院受理的案件因当事人下落不 <box>209 277 271 308</box>
notice-title: 公 告 <box>57 1343 69 1349</box>
notice-paragraph: 因当事人下落不明依法向其公告送达有关法律文书自公告之日起经过六十日即视为送达提出答辩状的期限为公告期满后十五日内举证期限为公告期满后三十日内并定于举证期满后第三日上午九时在本院开庭审理逾期将依法缺席判决特此公告本院受理的案件 <box>209 700 271 732</box>
notice-paragraph: 明依法向其公告送达有关法律文书自公告之日起经过六十日即视为送达提出答辩状的期限为公告期满后十五日内举证期限为公告期满后三十日内并定于举证期满后第三日上午九时在本院开庭审理逾期将依法缺席判决特此公告本院受理的案件因当事人下落不 <box>120 505 182 536</box>
notice-paragraph: 因当事人下落不明依法向其公告送达有关法律文书自公告之日起经过六十日即视为送达提出答辩状的期限为公告期满后十五日内举证期限为公告期满后三十日内并定于举证期满后第三日上午九时在本院开庭审理逾期将依法缺席判决特此公告本院受理的案件 <box>32 1042 94 1074</box>
notice-paragraph: 因当事人下落不明依法向其公告送达有关法律文书自公告之日起经过六十日即视为送达提出答辩状的期限为公告期满后十五日内举证期限为公告期满后三十日内并定于举证期满后第三日上午九时在本院开庭审理逾期将依法缺席判决特此公告本院受理的案件 <box>296 1042 358 1074</box>
notice-paragraph: 因当事人下落不明依法向其公告送达有关法律文书自公告之日起经过六十日即视为送达提出答辩状的期限为公告期满后十五日内举证期限为公告期满后三十日内并定于举证期满后第三日上午九时在本院开庭审理逾期将依法缺席判决特此公告本院受理的案件 <box>120 1498 182 1530</box>
notice-paragraph: 明依法向其公告送达有关法律文书自公告之日起经过六十日即视为送达提出答辩状的期限为公告期满后十五日内举证期限为公告期满后三十日内并定于举证期满后第三日上午九时在本院开庭审理逾期将依法缺席判决特此公告本院受理的案件因当事人下落不 <box>32 391 94 422</box>
notice-paragraph: 因当事人下落不明依法向其公告送达有关法律文书自公告之日起经过六十日即视为送达提出答辩状的期限为公告期满后十五日内举证期限为公告期满后三十日内并定于举证期满后第三日上午九时在本院开庭审理逾期将依法缺席判决特此公告本院受理的案件 <box>32 928 94 960</box>
column-heading-2: 2/3 中缝 <box>125 50 182 65</box>
notice-paragraph: 本院受理的案件因当事人下落不明依法向其公告送达有关法律文书自公告之日起经过六十日即视为送达提出答辩状的期限为公告期满后十五日内举证期限为公告期满后三十日内并定于举证期满后第三日上午九时在本院开庭审理逾期将依法缺席判决特此公告 <box>296 326 358 357</box>
notice-paragraph: 明依法向其公告送达有关法律文书自公告之日起经过六十日即视为送达提出答辩状的期限为公告期满后十五日内举证期限为公告期满后三十日内并定于举证期满后第三日上午九时在本院开庭审理逾期将依法缺席判决特此公告本院受理的案件因当事人下落不 <box>209 505 271 536</box>
notice-paragraph: 本院受理的案件因当事人下落不明依法向其公告送达有关法律文书自公告之日起经过六十日即视为送达提出答辩状的期限为公告期满后十五日内举证期限为公告期满后三十日内并定于举证期满后第三日上午九时在本院开庭审理逾期将依法缺席判决特此公告 <box>296 668 358 699</box>
notice-paragraph: 明依法向其公告送达有关法律文书自公告之日起经过六十日即视为送达提出答辩状的期限为公告期满后十五日内举证期限为公告期满后三十日内并定于举证期满后第三日上午九时在本院开庭审理逾期将依法缺席判决特此公告本院受理的案件因当事人下落不 <box>120 1645 182 1676</box>
notice-title: 公 告 <box>234 1229 246 1235</box>
notice-signature: 江苏省南京市中级人民法院 <box>227 1563 271 1568</box>
notice-title: 仲裁公告 <box>140 431 161 437</box>
notice-paragraph: 明依法向其公告送达有关法律文书自公告之日起经过六十日即视为送达提出答辩状的期限为公告期满后十五日内举证期限为公告期满后三十日内并定于举证期满后第三日上午九时在本院开庭审理逾期将依法缺席判决特此公告本院受理的案件因当事人下落不 <box>209 163 271 194</box>
notice-title: 仲裁公告 <box>140 317 161 323</box>
notice-signature: 江苏省南京市中级人民法院 <box>227 537 271 542</box>
notice-title: 遗失声明 <box>316 1001 337 1007</box>
notice-title: 仲裁公告 <box>140 773 161 779</box>
notice-paragraph: 本院受理的案件因当事人下落不明依法向其公告送达有关法律文书自公告之日起经过六十日即视为送达提出答辩状的期限为公告期满后十五日内举证期限为公告期满后三十日内并定于举证期满后第三日上午九时在本院开庭审理逾期将依法缺席判决特此公告 <box>209 1010 271 1041</box>
notice-paragraph: 明依法向其公告送达有关法律文书自公告之日起经过六十日即视为送达提出答辩状的期限为公告期满后十五日内举证期限为公告期满后三十日内并定于举证期满后第三日上午九时在本院开庭审理逾期将依法缺席判决特此公告本院受理的案件因当事人下落不 <box>32 1417 94 1448</box>
notice-paragraph: 因当事人下落不明依法向其公告送达有关法律文书自公告之日起经过六十日即视为送达提出答辩状的期限为公告期满后十五日内举证期限为公告期满后三十日内并定于举证期满后第三日上午九时在本院开庭审理逾期将依法缺席判决特此公告本院受理的案件 <box>32 1384 94 1416</box>
notice-title: 公 告 <box>234 1571 246 1577</box>
notice-paragraph: 明依法向其公告送达有关法律文书自公告之日起经过六十日即视为送达提出答辩状的期限为公告期满后十五日内举证期限为公告期满后三十日内并定于举证期满后第三日上午九时在本院开庭审理逾期将依法缺席判决特此公告本院受理的案件因当事人下落不 <box>296 733 358 764</box>
notice-title: 公 告 <box>57 545 69 551</box>
announcement-column-1[interactable] <box>29 72 97 1682</box>
notice-paragraph: 因当事人下落不明依法向其公告送达有关法律文书自公告之日起经过六十日即视为送达提出答辩状的期限为公告期满后十五日内举证期限为公告期满后三十日内并定于举证期满后第三日上午九时在本院开庭审理逾期将依法缺席判决特此公告本院受理的案件 <box>209 1042 271 1074</box>
notice-paragraph: 因当事人下落不明依法向其公告送达有关法律文书自公告之日起经过六十日即视为送达提出答辩状的期限为公告期满后十五日内举证期限为公告期满后三十日内并定于举证期满后第三日上午九时在本院开庭审理逾期将依法缺席判决特此公告本院受理的案件 <box>296 358 358 390</box>
notice-paragraph: 明依法向其公告送达有关法律文书自公告之日起经过六十日即视为送达提出答辩状的期限为公告期满后十五日内举证期限为公告期满后三十日内并定于举证期满后第三日上午九时在本院开庭审理逾期将依法缺席判决特此公告本院受理的案件因当事人下落不 <box>296 505 358 536</box>
notice-title: 公 告 <box>57 431 69 437</box>
notice-title: 遗失声明 <box>316 89 337 95</box>
notice-title: 公 告 <box>234 1343 246 1349</box>
notice-paragraph: 因当事人下落不明依法向其公告送达有关法律文书自公告之日起经过六十日即视为送达提出答辩状的期限为公告期满后十五日内举证期限为公告期满后三十日内并定于举证期满后第三日上午九时在本院开庭审理逾期将依法缺席判决特此公告本院受理的案件 <box>209 1384 271 1416</box>
notice-paragraph: 本院受理的案件因当事人下落不明依法向其公告送达有关法律文书自公告之日起经过六十日即视为送达提出答辩状的期限为公告期满后十五日内举证期限为公告期满后三十日内并定于举证期满后第三日上午九时在本院开庭审理逾期将依法缺席判决特此公告 <box>120 896 182 927</box>
notice-signature: 江苏省南京市中级人民法院 <box>227 651 271 656</box>
notice-paragraph: 本院受理的案件因当事人下落不明依法向其公告送达有关法律文书自公告之日起经过六十日即视为送达提出答辩状的期限为公告期满后十五日内举证期限为公告期满后三十日内并定于举证期满后第三日上午九时在本院开庭审理逾期将依法缺席判决特此公告 <box>120 554 182 585</box>
notice-paragraph: 本院受理的案件因当事人下落不明依法向其公告送达有关法律文书自公告之日起经过六十日即视为送达提出答辩状的期限为公告期满后十五日内举证期限为公告期满后三十日内并定于举证期满后第三日上午九时在本院开庭审理逾期将依法缺席判决特此公告 <box>209 440 271 471</box>
notice-paragraph: 本院受理的案件因当事人下落不明依法向其公告送达有关法律文书自公告之日起经过六十日即视为送达提出答辩状的期限为公告期满后十五日内举证期限为公告期满后三十日内并定于举证期满后第三日上午九时在本院开庭审理逾期将依法缺席判决特此公告 <box>120 1238 182 1269</box>
notice-paragraph: 因当事人下落不明依法向其公告送达有关法律文书自公告之日起经过六十日即视为送达提出答辩状的期限为公告期满后十五日内举证期限为公告期满后三十日内并定于举证期满后第三日上午九时在本院开庭审理逾期将依法缺席判决特此公告本院受理的案件 <box>32 586 94 618</box>
notice-signature: 江苏省南京市中级人民法院 <box>50 423 94 428</box>
notice-title: 仲裁公告 <box>140 203 161 209</box>
column-banner: 公告专栏 <box>118 73 184 85</box>
notice-paragraph: 本院受理的案件因当事人下落不明依法向其公告送达有关法律文书自公告之日起经过六十日即视为送达提出答辩状的期限为公告期满后十五日内举证期限为公告期满后三十日内并定于举证期满后第三日上午九时在本院开庭审理逾期将依法缺席判决特此公告 <box>32 440 94 471</box>
notice-title: 公 告 <box>57 203 69 209</box>
notice-paragraph: 明依法向其公告送达有关法律文书自公告之日起经过六十日即视为送达提出答辩状的期限为公告期满后十五日内举证期限为公告期满后三十日内并定于举证期满后第三日上午九时在本院开庭审理逾期将依法缺席判决特此公告本院受理的案件因当事人下落不 <box>120 847 182 878</box>
notice-title: 公 告 <box>57 887 69 893</box>
column-banner: 公告专栏 <box>207 73 273 85</box>
notice-paragraph: 因当事人下落不明依法向其公告送达有关法律文书自公告之日起经过六十日即视为送达提出答辩状的期限为公告期满后十五日内举证期限为公告期满后三十日内并定于举证期满后第三日上午九时在本院开庭审理逾期将依法缺席判决特此公告本院受理的案件 <box>209 358 271 390</box>
notice-signature: 江苏省南京市中级人民法院 <box>314 309 358 314</box>
notice-paragraph: 本院受理的案件因当事人下落不明依法向其公告送达有关法律文书自公告之日起经过六十日即视为送达提出答辩状的期限为公告期满后十五日内举证期限为公告期满后三十日内并定于举证期满后第三日上午九时在本院开庭审理逾期将依法缺席判决特此公告 <box>296 782 358 813</box>
notice-signature: 江苏省南京市中级人民法院 <box>138 1449 182 1454</box>
notice-paragraph: 明依法向其公告送达有关法律文书自公告之日起经过六十日即视为送达提出答辩状的期限为公告期满后十五日内举证期限为公告期满后三十日内并定于举证期满后第三日上午九时在本院开庭审理逾期将依法缺席判决特此公告本院受理的案件因当事人下落不 <box>209 1075 271 1106</box>
announcement-column-3[interactable] <box>206 72 274 1682</box>
notice-paragraph: 因当事人下落不明依法向其公告送达有关法律文书自公告之日起经过六十日即视为送达提出答辩状的期限为公告期满后十五日内举证期限为公告期满后三十日内并定于举证期满后第三日上午九时在本院开庭审理逾期将依法缺席判决特此公告本院受理的案件 <box>296 472 358 504</box>
notice-signature: 江苏省南京市中级人民法院 <box>138 309 182 314</box>
notice-paragraph: 因当事人下落不明依法向其公告送达有关法律文书自公告之日起经过六十日即视为送达提出答辩状的期限为公告期满后十五日内举证期限为公告期满后三十日内并定于举证期满后第三日上午九时在本院开庭审理逾期将依法缺席判决特此公告本院受理的案件 <box>32 700 94 732</box>
notice-paragraph: 明依法向其公告送达有关法律文书自公告之日起经过六十日即视为送达提出答辩状的期限为公告期满后十五日内举证期限为公告期满后三十日内并定于举证期满后第三日上午九时在本院开庭审理逾期将依法缺席判决特此公告本院受理的案件因当事人下落不 <box>296 847 358 878</box>
column-body <box>207 85 273 1685</box>
notice-title: 公 告 <box>57 659 69 665</box>
notice-title: 公 告 <box>234 317 246 323</box>
notice-paragraph: 因当事人下落不明依法向其公告送达有关法律文书自公告之日起经过六十日即视为送达提出答辩状的期限为公告期满后十五日内举证期限为公告期满后三十日内并定于举证期满后第三日上午九时在本院开庭审理逾期将依法缺席判决特此公告本院受理的案件 <box>209 1612 271 1644</box>
notice-paragraph: 本院受理的案件因当事人下落不明依法向其公告送达有关法律文书自公告之日起经过六十日即视为送达提出答辩状的期限为公告期满后十五日内举证期限为公告期满后三十日内并定于举证期满后第三日上午九时在本院开庭审理逾期将依法缺席判决特此公告 <box>120 1124 182 1155</box>
notice-signature: 江苏省南京市中级人民法院 <box>50 1335 94 1340</box>
notice-paragraph: 本院受理的案件因当事人下落不明依法向其公告送达有关法律文书自公告之日起经过六十日即视为送达提出答辩状的期限为公告期满后十五日内举证期限为公告期满后三十日内并定于举证期满后第三日上午九时在本院开庭审理逾期将依法缺席判决特此公告 <box>32 98 94 129</box>
